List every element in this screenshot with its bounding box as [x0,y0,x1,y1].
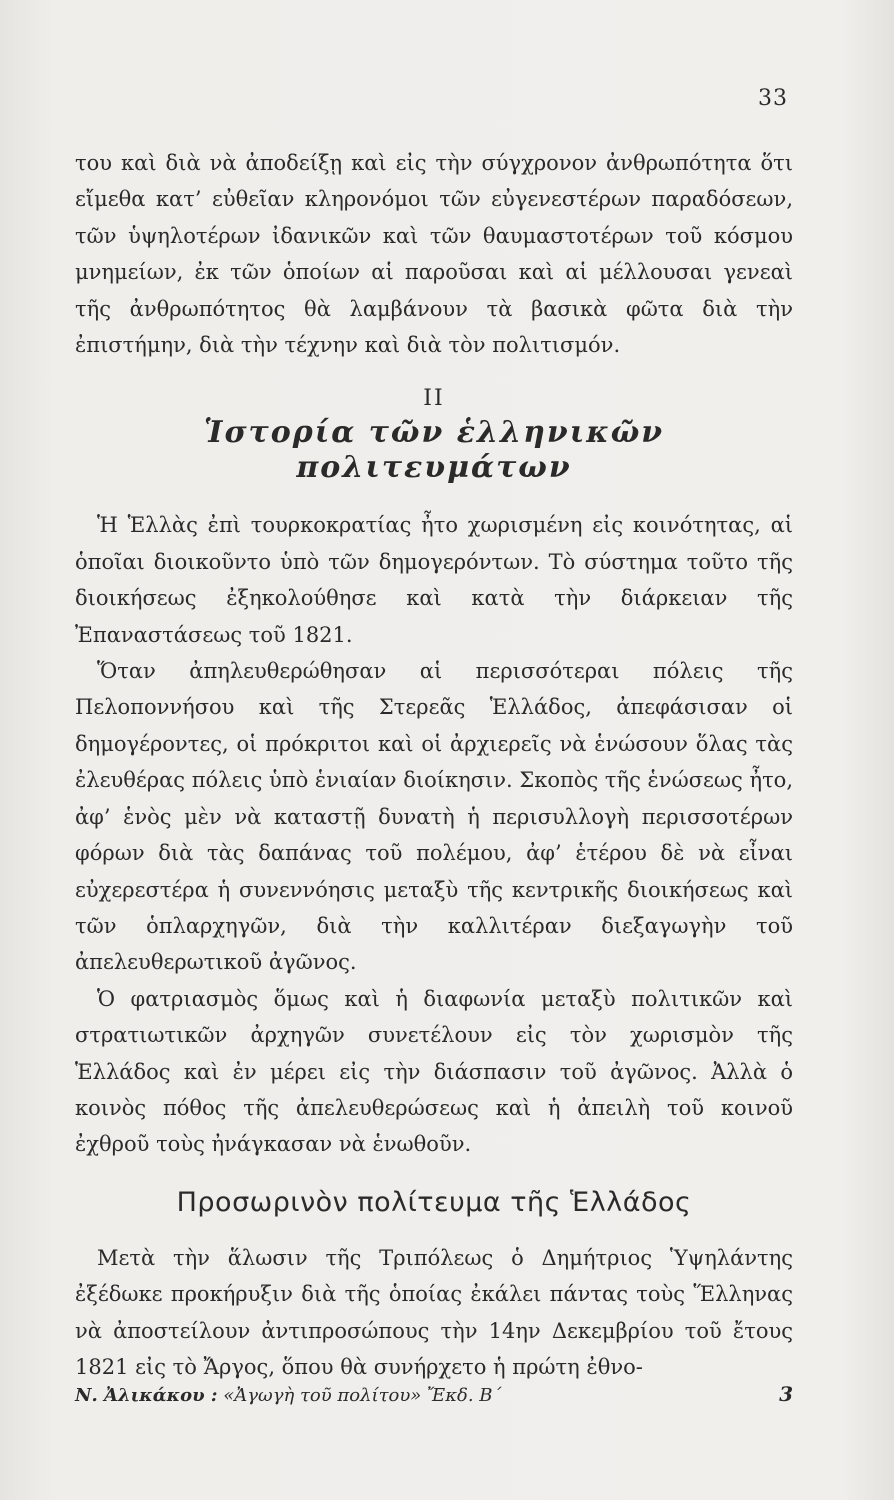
page-number: 33 [758,86,788,111]
page-body [75,145,793,1385]
section-paragraph: Ἡ Ἑλλὰς ἐπὶ τουρκοκρατίας ἦτο χωρισμένη εἰς κοινότητας, αἱ ὁποῖαι διοικοῦντο ὑπὸ τῶν δημογερόντων. Τὸ σύστημα τοῦτο τῆς διοικήσεως ἐξηκολούθησε καὶ κατὰ τὴν διάρκειαν τῆς Ἐπαναστάσεως τοῦ 1821. [75,513,793,647]
subsection-paragraph: Μετὰ τὴν ἅλωσιν τῆς Τριπόλεως ὁ Δημήτριος Ὑψηλάντης ἐξέδωκε προκήρυξιν διὰ τῆς ὁποίας ἐκάλει πάντας τοὺς Ἕλληνας νὰ ἀποστείλουν ἀντιπροσώπους τὴν 14ην Δεκεμβρίου τοῦ ἔτους 1821 εἰς τὸ Ἄργος, ὅπου θὰ συνήρχετο ἡ πρώτη ἐθνο- [75,1245,793,1379]
section-paragraph: Ὅταν ἀπηλευθερώθησαν αἱ περισσότεραι πόλεις τῆς Πελοποννήσου καὶ τῆς Στερεᾶς Ἑλλάδος, ἀπεφάσισαν οἱ δημογέροντες, οἱ πρόκριτοι καὶ οἱ ἀρχιερεῖς νὰ ἑνώσουν ὅλας τὰς ἐλευθέρας πόλεις ὑπὸ ἑνιαίαν διοίκησιν. Σκοπὸς τῆς ἑνώσεως ἦτο, ἀφ’ ἑνὸς μὲν νὰ καταστῇ δυνατὴ ἡ περισυλλογὴ περισσοτέρων φόρων διὰ τὰς δαπάνας τοῦ πολέμου, ἀφ’ ἑτέρου δὲ νὰ εἶναι εὐχερεστέρα ἡ συνεννόησις μεταξὺ τῆς κεντρικῆς διοικήσεως καὶ τῶν ὁπλαρχηγῶν, διὰ τὴν καλλιτέραν διεξαγωγὴν τοῦ ἀπελευθερωτικοῦ ἀγῶνος. [75,659,793,975]
footer-book-title: «Ἀγωγὴ τοῦ πολίτου» Ἔκδ. Β΄ [223,1385,502,1406]
section-title: Ἱστορία τῶν ἑλληνικῶν πολιτευμάτων [203,415,665,486]
footer-credit [75,1385,502,1406]
intro-paragraph: του καὶ διὰ νὰ ἀποδείξῃ καὶ εἰς τὴν σύγχρονον ἀνθρωπότητα ὅτι εἴμεθα κατ’ εὐθεῖαν κληρονόμοι τῶν εὐγενεστέρων παραδόσεων, τῶν ὑψηλοτέρων ἰδανικῶν καὶ τῶν θαυμαστοτέρων τοῦ κόσμου μνημείων, ἐκ τῶν ὁποίων αἱ παροῦσαι καὶ αἱ μέλλουσαι γενεαὶ τῆς ἀνθρωπότητος θὰ λαμβάνουν τὰ βασικὰ φῶτα διὰ τὴν ἐπιστήμην, διὰ τὴν τέχνην καὶ διὰ τὸν πολιτισμόν. [75,151,793,358]
section-number: II [423,386,445,412]
section-paragraph: Ὁ φατριασμὸς ὅμως καὶ ἡ διαφωνία μεταξὺ πολιτικῶν καὶ στρατιωτικῶν ἀρχηγῶν συνετέλουν εἰς τὸν χωρισμὸν τῆς Ἑλλάδος καὶ ἐν μέρει εἰς τὴν διάσπασιν τοῦ ἀγῶνος. Ἀλλὰ ὁ κοινὸς πόθος τῆς ἀπελευθερώσεως καὶ ἡ ἀπειλὴ τοῦ κοινοῦ ἐχθροῦ τοὺς ἠνάγκασαν νὰ ἑνωθοῦν. [75,986,793,1157]
subsection-title: Προσωρινὸν πολίτευμα τῆς Ἑλλάδος [176,1186,692,1218]
page-footer [75,1382,793,1406]
footer-author: Ν. Ἀλικάκου : [75,1385,218,1406]
printer-signature-mark: 3 [779,1382,793,1406]
